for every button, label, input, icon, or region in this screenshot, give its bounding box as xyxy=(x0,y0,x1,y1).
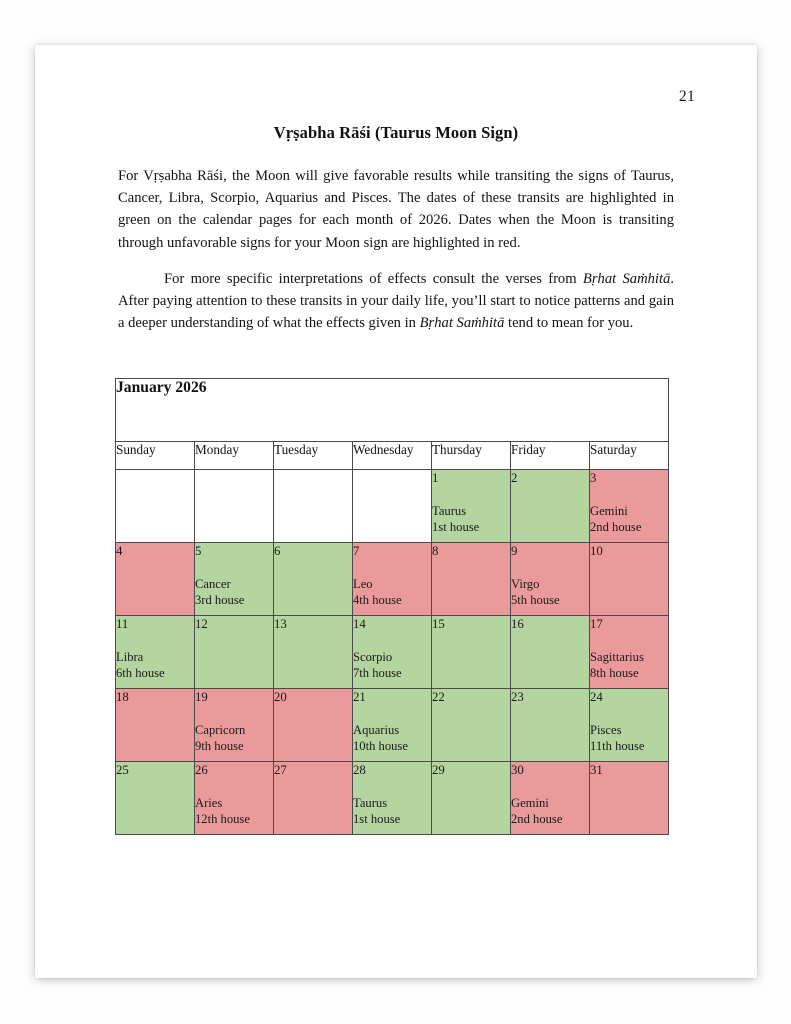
calendar-day-6[interactable] xyxy=(274,543,353,616)
day-number: 23 xyxy=(511,690,524,704)
house-label: 1st house xyxy=(353,812,401,827)
calendar-day-9[interactable] xyxy=(511,543,590,616)
day-number: 6 xyxy=(274,544,281,558)
calendar-day-7[interactable] xyxy=(353,543,432,616)
day-number: 30 xyxy=(511,763,524,777)
moon-sign-label: Taurus xyxy=(353,796,388,811)
calendar-day-27[interactable] xyxy=(274,762,353,835)
month-title-cell xyxy=(116,379,669,442)
calendar-day-31[interactable] xyxy=(590,762,669,835)
calendar-week-row xyxy=(116,543,669,616)
calendar-day-15[interactable] xyxy=(432,616,511,689)
paragraph-2 xyxy=(118,268,674,335)
day-number: 3 xyxy=(590,471,597,485)
day-number: 12 xyxy=(195,617,208,631)
weekday-header-row xyxy=(116,442,669,470)
calendar-day-3[interactable] xyxy=(590,470,669,543)
calendar-day-21[interactable] xyxy=(353,689,432,762)
calendar-day-12[interactable] xyxy=(195,616,274,689)
house-label: 2nd house xyxy=(590,520,642,535)
day-number: 19 xyxy=(195,690,208,704)
calendar-day-22[interactable] xyxy=(432,689,511,762)
day-number: 25 xyxy=(116,763,129,777)
calendar-title-row xyxy=(116,379,669,442)
calendar-day-26[interactable] xyxy=(195,762,274,835)
calendar-container xyxy=(115,378,669,835)
house-label: 12th house xyxy=(195,812,250,827)
calendar-day-empty xyxy=(274,470,353,543)
day-number: 20 xyxy=(274,690,287,704)
weekday-header-tuesday: Tuesday xyxy=(274,442,353,470)
text-run: . After paying attention to these transits in your daily life, you’ll start to notice patterns and gain a deeper understanding of what the effects given in xyxy=(118,270,674,332)
day-number: 5 xyxy=(195,544,202,558)
text-run: For Vṛṣabha Rāśi, the Moon will give favorable results while transiting the signs of Taurus, Cancer, Libra, Scorpio, Aquarius and Pisces. The dates of these transits are highlighted in green on the calendar pages for each month of 2026. Dates when the Moon is transiting through unfavorable signs for your Moon sign are highlighted in red. xyxy=(118,168,674,251)
day-number: 17 xyxy=(590,617,603,631)
page-title: Vṛṣabha Rāśi (Taurus Moon Sign) xyxy=(273,123,519,142)
italic-term: Bṛhat Saṁhitā xyxy=(419,315,505,332)
paragraph-1 xyxy=(118,165,674,254)
calendar-day-28[interactable] xyxy=(353,762,432,835)
calendar-day-19[interactable] xyxy=(195,689,274,762)
calendar-week-row xyxy=(116,762,669,835)
day-number: 13 xyxy=(274,617,287,631)
moon-sign-label: Capricorn xyxy=(195,723,246,738)
day-number: 16 xyxy=(511,617,524,631)
calendar-day-2[interactable] xyxy=(511,470,590,543)
calendar-day-10[interactable] xyxy=(590,543,669,616)
moon-sign-label: Taurus xyxy=(432,504,467,519)
weekday-header-friday: Friday xyxy=(511,442,590,470)
house-label: 9th house xyxy=(195,739,244,754)
day-number: 4 xyxy=(116,544,123,558)
month-title: January 2026 xyxy=(116,379,207,396)
calendar-week-row xyxy=(116,689,669,762)
calendar-day-25[interactable] xyxy=(116,762,195,835)
day-number: 22 xyxy=(432,690,445,704)
page-number: 21 xyxy=(678,88,695,105)
moon-sign-label: Gemini xyxy=(590,504,628,519)
calendar-day-24[interactable] xyxy=(590,689,669,762)
house-label: 11th house xyxy=(590,739,645,754)
calendar-day-4[interactable] xyxy=(116,543,195,616)
moon-sign-label: Leo xyxy=(353,577,373,592)
day-number: 21 xyxy=(353,690,366,704)
house-label: 10th house xyxy=(353,739,408,754)
house-label: 4th house xyxy=(353,593,402,608)
day-number: 15 xyxy=(432,617,445,631)
calendar-week-row xyxy=(116,470,669,543)
italic-term: Bṛhat Saṁhitā xyxy=(582,270,671,287)
day-number: 29 xyxy=(432,763,445,777)
moon-sign-label: Scorpio xyxy=(353,650,393,665)
moon-sign-label: Gemini xyxy=(511,796,549,811)
day-number: 14 xyxy=(353,617,366,631)
calendar-day-30[interactable] xyxy=(511,762,590,835)
calendar-day-empty xyxy=(116,470,195,543)
text-run: For more specific interpretations of effects consult the verses from xyxy=(164,270,583,287)
weekday-header-wednesday: Wednesday xyxy=(353,442,432,470)
day-number: 26 xyxy=(195,763,208,777)
house-label: 1st house xyxy=(432,520,480,535)
calendar-day-1[interactable] xyxy=(432,470,511,543)
calendar-day-18[interactable] xyxy=(116,689,195,762)
house-label: 7th house xyxy=(353,666,402,681)
weekday-header-saturday: Saturday xyxy=(590,442,669,470)
day-number: 27 xyxy=(274,763,287,777)
calendar-table xyxy=(115,378,669,835)
day-number: 2 xyxy=(511,471,518,485)
calendar-day-empty xyxy=(353,470,432,543)
calendar-week-row xyxy=(116,616,669,689)
weekday-header-monday: Monday xyxy=(195,442,274,470)
moon-sign-label: Libra xyxy=(116,650,144,665)
moon-sign-label: Virgo xyxy=(511,577,540,592)
moon-sign-label: Aries xyxy=(195,796,223,811)
calendar-day-11[interactable] xyxy=(116,616,195,689)
house-label: 3rd house xyxy=(195,593,245,608)
calendar-day-14[interactable] xyxy=(353,616,432,689)
moon-sign-label: Sagittarius xyxy=(590,650,644,665)
moon-sign-label: Pisces xyxy=(590,723,622,738)
calendar-day-13[interactable] xyxy=(274,616,353,689)
house-label: 8th house xyxy=(590,666,639,681)
moon-sign-label: Aquarius xyxy=(353,723,400,738)
day-number: 31 xyxy=(590,763,603,777)
day-number: 9 xyxy=(511,544,518,558)
calendar-day-20[interactable] xyxy=(274,689,353,762)
house-label: 5th house xyxy=(511,593,560,608)
document-body xyxy=(118,123,674,348)
day-number: 28 xyxy=(353,763,366,777)
day-number: 11 xyxy=(116,617,129,631)
house-label: 6th house xyxy=(116,666,165,681)
day-number: 24 xyxy=(590,690,603,704)
calendar-day-29[interactable] xyxy=(432,762,511,835)
calendar-day-16[interactable] xyxy=(511,616,590,689)
moon-sign-label: Cancer xyxy=(195,577,231,592)
day-number: 18 xyxy=(116,690,129,704)
weekday-header-thursday: Thursday xyxy=(432,442,511,470)
weekday-header-sunday: Sunday xyxy=(116,442,195,470)
calendar-day-8[interactable] xyxy=(432,543,511,616)
document-page xyxy=(35,45,757,978)
calendar-day-23[interactable] xyxy=(511,689,590,762)
day-number: 8 xyxy=(432,544,439,558)
calendar-day-empty xyxy=(195,470,274,543)
house-label: 2nd house xyxy=(511,812,563,827)
day-number: 7 xyxy=(353,544,360,558)
calendar-day-5[interactable] xyxy=(195,543,274,616)
paragraph-list xyxy=(118,165,674,334)
day-number: 1 xyxy=(432,471,439,485)
day-number: 10 xyxy=(590,544,603,558)
text-run: tend to mean for you. xyxy=(504,315,634,332)
calendar-day-17[interactable] xyxy=(590,616,669,689)
